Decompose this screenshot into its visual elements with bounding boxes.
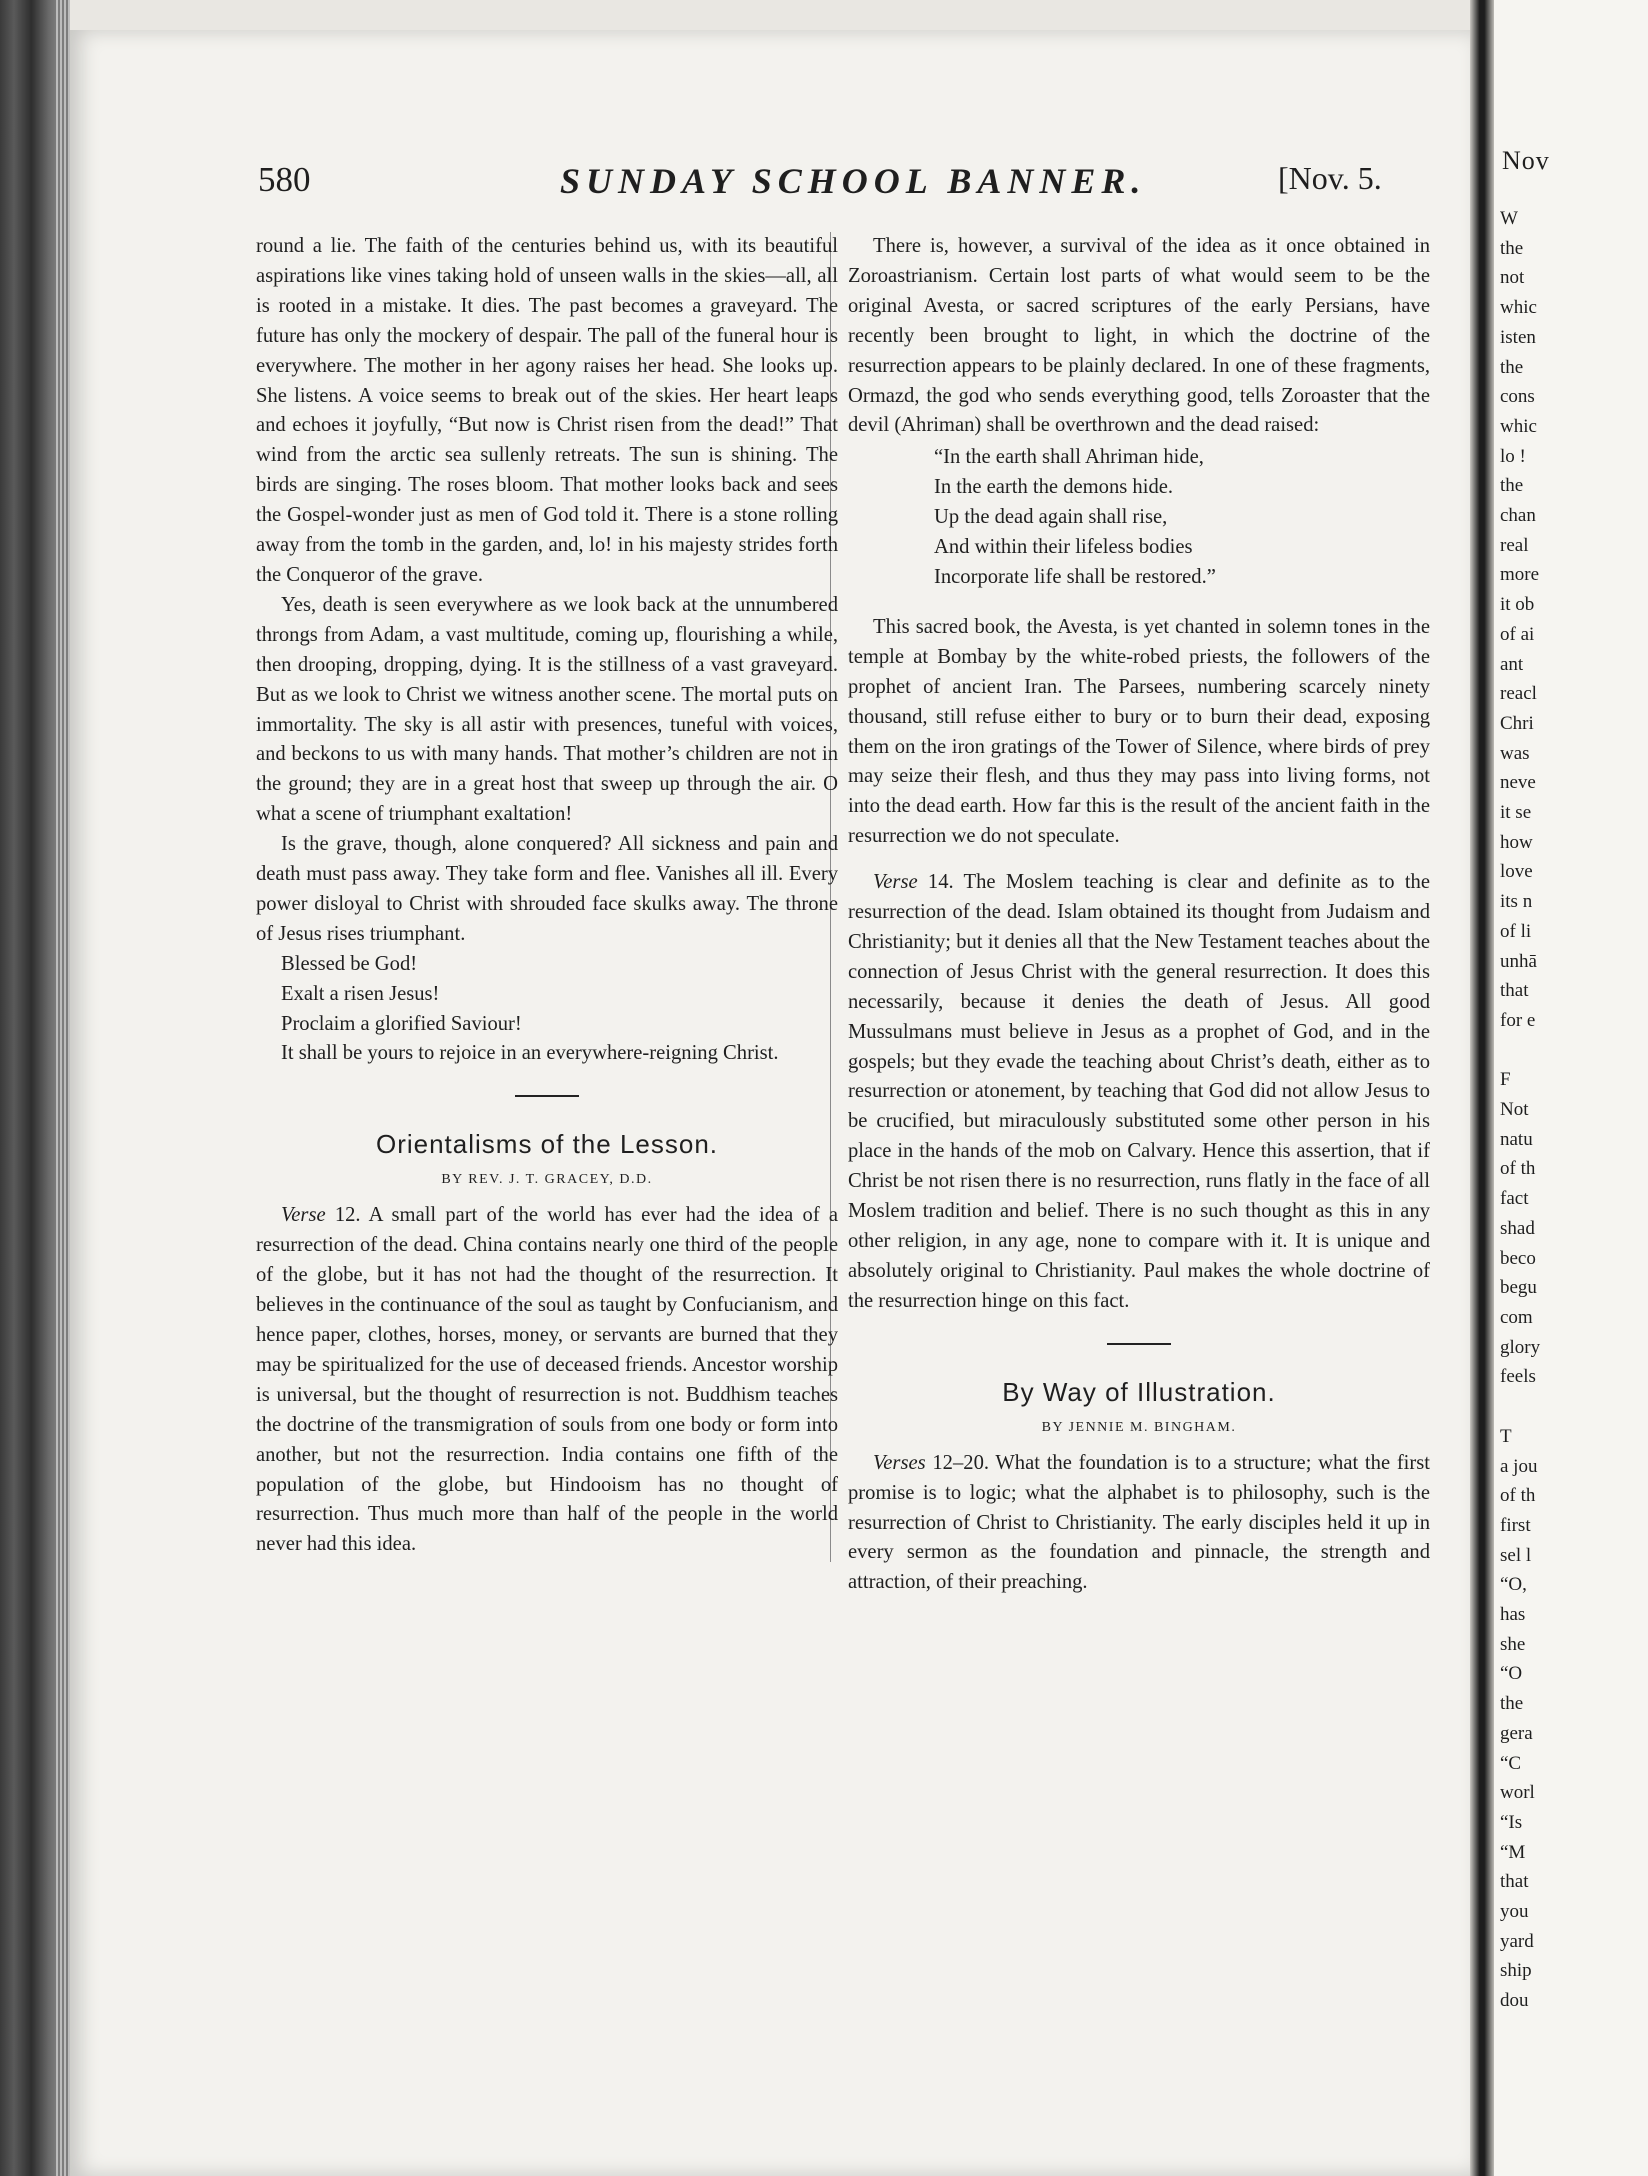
- facing-page-line: W: [1500, 208, 1518, 229]
- poem-line: “In the earth shall Ahriman hide,: [934, 446, 1204, 469]
- facing-page-line: worl: [1500, 1782, 1535, 1804]
- paragraph: There is, however, a survival of the idea as it once obtained in Zoroastrianism. Certain lost parts of what would seem to be the original Avesta, or sacred scriptures of the early Persians, have recently been brought to light, in which the doctrine of the resurrection appears to be plainly declared. In one of these fragments, Ormazd, the god who sends everything good, tells Zoroaster that the devil (Ahriman) shall be overthrown and the dead raised:: [848, 235, 1430, 437]
- facing-page-line: lo !: [1500, 445, 1526, 467]
- facing-page-line: natu: [1500, 1128, 1533, 1150]
- paragraph: This sacred book, the Avesta, is yet chanted in solemn tones in the temple at Bombay by the white-robed priests, the followers of the prophet of ancient Iran. The Parsees, numbering scarcely ninety thousand, still refuse either to bury or to burn their dead, exposing them on the iron gratings of the Tower of Silence, where birds of prey may seize their flesh, and thus they may pass into living forms, not into the dead earth. How far this is the result of the ancient faith in the resurrection we do not speculate.: [848, 615, 1430, 848]
- poem-line: Incorporate life shall be restored.”: [934, 565, 1216, 588]
- facing-page-line: she: [1500, 1633, 1526, 1655]
- paragraph: It shall be yours to rejoice in an everywhere-reigning Christ.: [281, 1042, 779, 1065]
- verse-text: 12–20. What the foundation is to a structure; what the first promise is to logic; what the alphabet is to philosophy, such is the resurrection of Christ to Christianity. The early disciples held it up in every sermon as the foundation and pinnacle, the strength and attraction, of their preaching.: [848, 1451, 1430, 1594]
- facing-page-line: ship: [1500, 1960, 1532, 1982]
- paragraph: Is the grave, though, alone conquered? All sickness and pain and death must pass away. They take form and flee. Vanishes all ill. Every power disloyal to Christ with shrouded face skulks away. The throne of Jesus rises triumphant.: [256, 833, 838, 945]
- facing-page-line: glory: [1500, 1336, 1541, 1358]
- facing-page-line: unhā: [1500, 950, 1537, 972]
- paragraph: Yes, death is seen everywhere as we look back at the unnumbered throngs from Adam, a vast multitude, coming up, flourishing a while, then drooping, dropping, dying. It is the stillness of a vast graveyard. But as we look to Christ we witness another scene. The mortal puts on immortality. The sky is all astir with presences, tuneful with voices, and beckons to us with many hands. That mother’s children are not in the ground; they are in a great host that sweep up through the air. O what a scene of triumphant exaltation!: [256, 593, 838, 826]
- publication-title: SUNDAY SCHOOL BANNER.: [560, 161, 1147, 201]
- paragraph: Exalt a risen Jesus!: [281, 982, 440, 1005]
- facing-page-line: of ai: [1500, 623, 1535, 645]
- poem-line: Up the dead again shall rise,: [934, 506, 1168, 529]
- verse-text: 14. The Moslem teaching is clear and definite as to the resurrection of the dead. Islam obtained its thought from Judaism and Christianity; but it denies all that the New Testament teaches about the connection of Jesus Christ with the general resurrection. It does this necessarily, because it denies the death of Jesus. All good Mussulmans must believe in Jesus as a prophet of God, and in the gospels; but they evade the teaching about Christ’s death, either as to resurrection or atonement, by teaching that God did not allow Jesus to be crucified, but miraculously substituted some other person in his place in the hands of the mob on Calvary. Hence this assertion, that if Christ be not risen there is no resurrection, runs flatly in the face of all Moslem tradition and belief. There is no such thought as this in any other religion, in any age, none to compare with it. It is unique and absolutely original to Christianity. Paul makes the whole doctrine of the resurrection hinge on this fact.: [848, 871, 1430, 1312]
- paragraph: Blessed be God!: [281, 952, 418, 975]
- paragraph: [848, 1449, 1430, 1599]
- facing-page-line: of li: [1500, 920, 1532, 942]
- facing-page-line: a jou: [1500, 1455, 1538, 1477]
- facing-page-line: “O: [1500, 1663, 1523, 1685]
- facing-page-line: sel l: [1500, 1544, 1532, 1566]
- section-title: By Way of Illustration.: [1002, 1376, 1276, 1407]
- facing-page-line: Chri: [1500, 712, 1534, 734]
- section-divider: [515, 1095, 579, 1097]
- facing-page-line: chan: [1500, 505, 1536, 527]
- facing-page-line: gera: [1500, 1722, 1533, 1744]
- section-title: Orientalisms of the Lesson.: [375, 1129, 719, 1160]
- facing-page-line: real: [1500, 534, 1529, 556]
- page-number: 580: [258, 160, 311, 199]
- facing-page-line: “M: [1500, 1841, 1526, 1863]
- section-byline: BY JENNIE M. BINGHAM.: [1041, 1419, 1237, 1435]
- facing-page-line: it ob: [1500, 594, 1535, 616]
- facing-page-line: first: [1500, 1514, 1531, 1536]
- paragraph: Proclaim a glorified Saviour!: [281, 1012, 522, 1035]
- section-divider: [1107, 1343, 1171, 1345]
- facing-page-line: the: [1500, 356, 1524, 378]
- facing-page-line: “C: [1500, 1752, 1522, 1774]
- facing-page-line: more: [1500, 564, 1540, 586]
- right-column: [848, 232, 1430, 1598]
- facing-page-line: isten: [1500, 326, 1536, 348]
- facing-page-line: T: [1500, 1425, 1512, 1447]
- facing-page-line: feels: [1500, 1366, 1536, 1388]
- facing-page-line: “O,: [1500, 1574, 1527, 1596]
- facing-page-line: how: [1500, 831, 1533, 853]
- facing-page-line: whic: [1500, 297, 1537, 319]
- facing-page-line: reacl: [1500, 683, 1537, 705]
- facing-page-header: Nov: [1502, 146, 1550, 175]
- facing-page-line: was: [1500, 742, 1530, 764]
- section-byline: BY REV. J. T. GRACEY, D.D.: [441, 1172, 653, 1188]
- facing-page-line: fact: [1500, 1188, 1529, 1210]
- left-column: [256, 232, 838, 1560]
- facing-page-line: of th: [1500, 1485, 1536, 1507]
- issue-date: [Nov. 5.: [1278, 160, 1382, 196]
- facing-page-line: shad: [1500, 1217, 1535, 1239]
- facing-page-line: its n: [1500, 891, 1533, 913]
- facing-page-line: love: [1500, 861, 1533, 883]
- facing-page-line: com: [1500, 1307, 1533, 1328]
- facing-page-line: cons: [1500, 386, 1535, 408]
- facing-page-line: [1500, 1036, 1648, 1066]
- facing-page-line: Not: [1500, 1099, 1529, 1121]
- paragraph: [256, 1201, 838, 1560]
- poem-line: And within their lifeless bodies: [934, 536, 1193, 559]
- book-binding: [0, 0, 70, 2176]
- facing-page-line: that: [1500, 980, 1529, 1002]
- running-header: [230, 160, 1420, 210]
- facing-page-text: [1500, 204, 1648, 2016]
- facing-page-line: of th: [1500, 1158, 1536, 1180]
- facing-page-line: ant: [1500, 653, 1524, 675]
- facing-page-line: yard: [1500, 1930, 1534, 1952]
- facing-page-line: dou: [1500, 1990, 1529, 2012]
- facing-page-line: it se: [1500, 802, 1532, 824]
- paragraph: [848, 868, 1430, 1317]
- facing-page-line: neve: [1500, 772, 1536, 794]
- facing-page-line: “Is: [1500, 1811, 1523, 1833]
- facing-page-line: for e: [1500, 1009, 1536, 1031]
- facing-page-line: has: [1500, 1604, 1526, 1626]
- facing-page-line: whic: [1500, 415, 1537, 437]
- facing-page-line: [1500, 1392, 1648, 1422]
- paragraph: round a lie. The faith of the centuries behind us, with its beautiful aspirations like vines taking hold of unseen walls in the skies—all, all is rooted in a mistake. It dies. The past becomes a graveyard. The future has only the mockery of despair. The pall of the funeral hour is everywhere. The mother in her agony raises her head. She looks up. She listens. A voice seems to break out of the skies. Her heart leaps and echoes it joyfully, “But now is Christ risen from the dead!” That wind from the arctic sea sullenly retreats. The sun is shining. The birds are singing. The roses bloom. That mother looks back and sees the Gospel-wonder just as men of God told it. There is a stone rolling away from the tomb in the garden, and, lo! in his majesty strides forth the Conqueror of the grave.: [256, 235, 838, 586]
- page-edges: [56, 0, 70, 2176]
- facing-page-line: the: [1500, 1693, 1524, 1715]
- facing-page-line: beco: [1500, 1247, 1536, 1269]
- verse-label: Verse: [873, 871, 918, 894]
- facing-page-line: the: [1500, 475, 1524, 497]
- poem-line: In the earth the demons hide.: [934, 476, 1174, 499]
- verse-label: Verses: [873, 1451, 926, 1474]
- facing-page-line: begu: [1500, 1277, 1537, 1299]
- verse-label: Verse: [281, 1204, 326, 1227]
- facing-page-line: the: [1500, 237, 1524, 259]
- facing-page-line: F: [1500, 1069, 1511, 1091]
- facing-page-fragment: [1494, 0, 1648, 2176]
- facing-page-line: you: [1500, 1901, 1529, 1923]
- facing-page-line: not: [1500, 267, 1525, 289]
- poem: [934, 443, 1430, 593]
- facing-page-line: that: [1500, 1871, 1529, 1893]
- verse-text: 12. A small part of the world has ever had the idea of a resurrection of the dead. China contains nearly one third of the people of the globe, but it has not had the thought of the resurrection. It believes in the continuance of the soul as taught by Confucianism, and hence paper, clothes, horses, money, or servants are burned that they may be spiritualized for the use of deceased friends. Ancestor worship is universal, but the thought of resurrection is not. Buddhism teaches the doctrine of the transmigration of souls from one body or form into another, but not the resurrection. India contains one fifth of the population of the globe, but Hindooism has no thought of resurrection. Thus much more than half of the people in the world never had this idea.: [256, 1204, 839, 1556]
- book-gutter: [1470, 0, 1494, 2176]
